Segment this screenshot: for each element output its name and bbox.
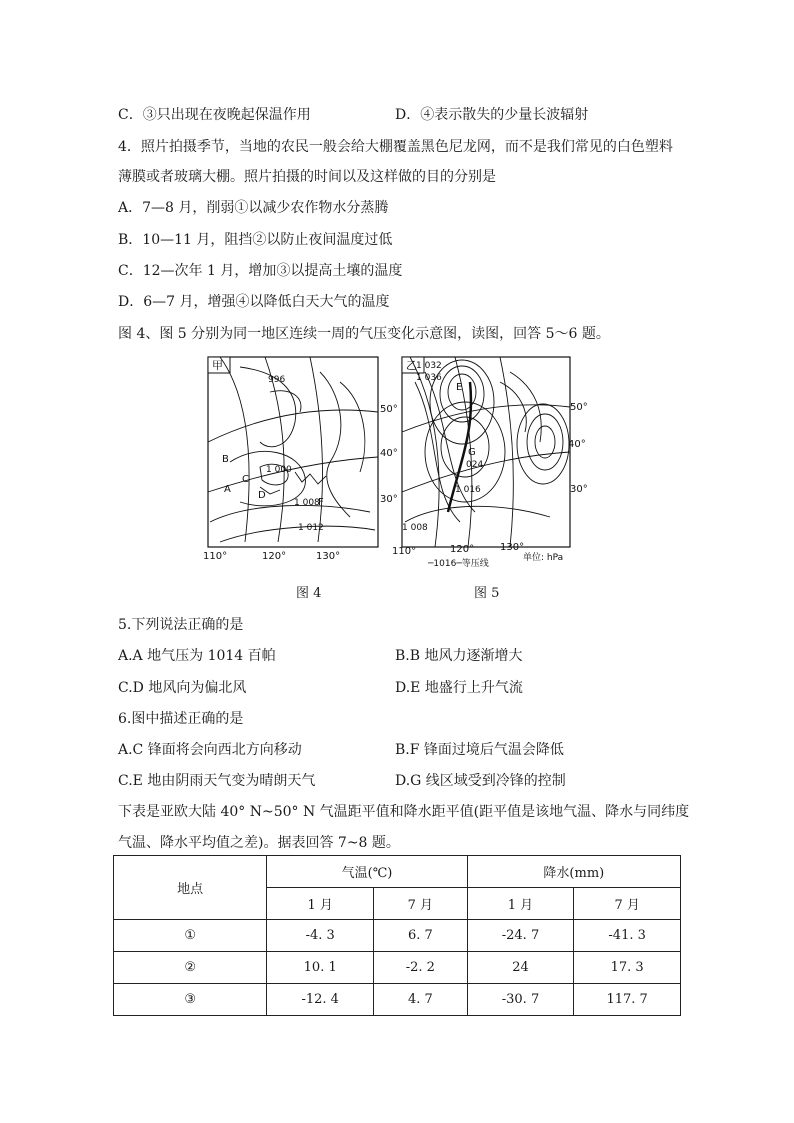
fig5-point-g: G <box>468 447 476 458</box>
table-cell: 4. 7 <box>374 984 468 1016</box>
figure-5-map <box>392 357 588 569</box>
figure-4-caption: 图 4 <box>296 586 322 601</box>
fig4-isobar-1012: 1 012 <box>298 523 324 533</box>
fig4-tag: 甲 <box>212 359 223 372</box>
q4-option-a: A．7—8 月，削弱①以减少农作物水分蒸腾 <box>118 200 389 216</box>
table-row <box>114 984 681 1016</box>
fig4-lat-50: 50° <box>380 404 398 415</box>
q5-option-d: D.E 地盛行上升气流 <box>395 680 523 696</box>
fig4-lon-120: 120° <box>262 551 287 562</box>
fig5-isobar-1032: 1 032 <box>416 361 442 371</box>
table-cell: ① <box>114 920 267 952</box>
header-temp-jan: 1 月 <box>267 888 374 920</box>
pressure-maps <box>200 352 590 572</box>
table-cell: -41. 3 <box>574 920 681 952</box>
table-cell: ③ <box>114 984 267 1016</box>
fig4-isobar-1008: 1 008 <box>294 498 320 508</box>
table-cell: 117. 7 <box>574 984 681 1016</box>
table-cell: 24 <box>467 952 574 984</box>
fig5-tag: 乙 <box>406 359 417 372</box>
q4-option-c: C．12—次年 1 月，增加③以提高土壤的温度 <box>118 263 403 279</box>
q6-option-a: A.C 锋面将会向西北方向移动 <box>118 742 302 758</box>
fig5-point-e: E <box>456 382 463 393</box>
fig5-legend: ─1016─等压线 <box>428 559 489 569</box>
q6-option-c: C.E 地由阴雨天气变为晴朗天气 <box>118 773 316 789</box>
q6-option-b: B.F 锋面过境后气温会降低 <box>395 742 564 758</box>
fig5-lon-130: 130° <box>500 542 525 553</box>
fig4-lon-110: 110° <box>203 551 228 562</box>
table-cell: -4. 3 <box>267 920 374 952</box>
q5-option-a: A.A 地气压为 1014 百帕 <box>118 648 276 664</box>
header-precipitation: 降水(mm) <box>467 856 680 888</box>
fig5-lat-40: 40° <box>568 439 586 450</box>
q4-stem-line1: 4．照片拍摄季节，当地的农民一般会给大棚覆盖黑色尼龙网，而不是我们常见的白色塑料 <box>118 139 673 155</box>
fig4-lat-40: 40° <box>380 448 398 459</box>
fig5-lon-110: 110° <box>392 546 417 557</box>
header-precip-jan: 1 月 <box>467 888 574 920</box>
table-cell: -2. 2 <box>374 952 468 984</box>
q3-option-c: C．③只出现在夜晚起保温作用 <box>118 107 311 123</box>
intro-q7-8-line2: 气温、降水平均值之差)。据表回答 7~8 题。 <box>118 835 400 851</box>
table-cell: -24. 7 <box>467 920 574 952</box>
fig4-point-a: A <box>224 484 231 495</box>
table-cell: -12. 4 <box>267 984 374 1016</box>
table-row <box>114 952 681 984</box>
fig5-isobar-1016: 1 016 <box>455 485 481 495</box>
fig5-lon-120: 120° <box>450 544 475 555</box>
q5-option-b: B.B 地风力逐渐增大 <box>395 648 523 664</box>
q4-option-d: D．6—7 月，增强④以降低白天大气的温度 <box>118 294 390 310</box>
header-precip-jul: 7 月 <box>574 888 681 920</box>
intro-q7-8-line1: 下表是亚欧大陆 40° N~50° N 气温距平值和降水距平值(距平值是该地气温、降水与同纬度 <box>118 804 690 820</box>
fig5-lat-50: 50° <box>570 402 588 413</box>
figure-4-map <box>203 357 398 562</box>
table-cell: 17. 3 <box>574 952 681 984</box>
q3-option-d: D．④表示散失的少量长波辐射 <box>395 107 589 123</box>
intro-q5-6: 图 4、图 5 分别为同一地区连续一周的气压变化示意图，读图，回答 5～6 题。 <box>118 326 610 342</box>
fig4-lat-30: 30° <box>380 494 398 505</box>
table-cell: -30. 7 <box>467 984 574 1016</box>
table-cell: ② <box>114 952 267 984</box>
fig5-unit: 单位: hPa <box>523 553 564 563</box>
fig4-point-b: B <box>222 454 229 465</box>
figure-5-caption: 图 5 <box>474 586 500 601</box>
q5-stem: 5.下列说法正确的是 <box>118 617 244 633</box>
fig4-lon-130: 130° <box>316 551 341 562</box>
q6-stem: 6.图中描述正确的是 <box>118 711 244 727</box>
fig5-lat-30: 30° <box>570 484 588 495</box>
fig5-isobar-024: 024 <box>466 460 484 470</box>
fig4-isobar-1000: 1 000 <box>266 465 292 475</box>
header-place: 地点 <box>114 856 267 920</box>
header-temp-jul: 7 月 <box>374 888 468 920</box>
table-row <box>114 920 681 952</box>
fig4-point-d: D <box>258 490 266 501</box>
table-cell: 6. 7 <box>374 920 468 952</box>
q4-option-b: B．10—11 月，阻挡②以防止夜间温度过低 <box>118 232 393 248</box>
header-temperature: 气温(℃) <box>267 856 467 888</box>
fig5-isobar-1008: 1 008 <box>402 523 428 533</box>
q5-option-c: C.D 地风向为偏北风 <box>118 680 247 696</box>
fig4-point-c: C <box>242 474 249 485</box>
q6-option-d: D.G 线区域受到冷锋的控制 <box>395 773 566 789</box>
fig4-isobar-996: 996 <box>268 375 286 385</box>
fig5-isobar-1036: 1 036 <box>416 373 442 383</box>
fig4-point-f: F <box>318 497 324 508</box>
q4-stem-line2: 薄膜或者玻璃大棚。照片拍摄的时间以及这样做的目的分别是 <box>118 169 496 185</box>
table-cell: 10. 1 <box>267 952 374 984</box>
anomaly-table <box>113 855 681 1016</box>
